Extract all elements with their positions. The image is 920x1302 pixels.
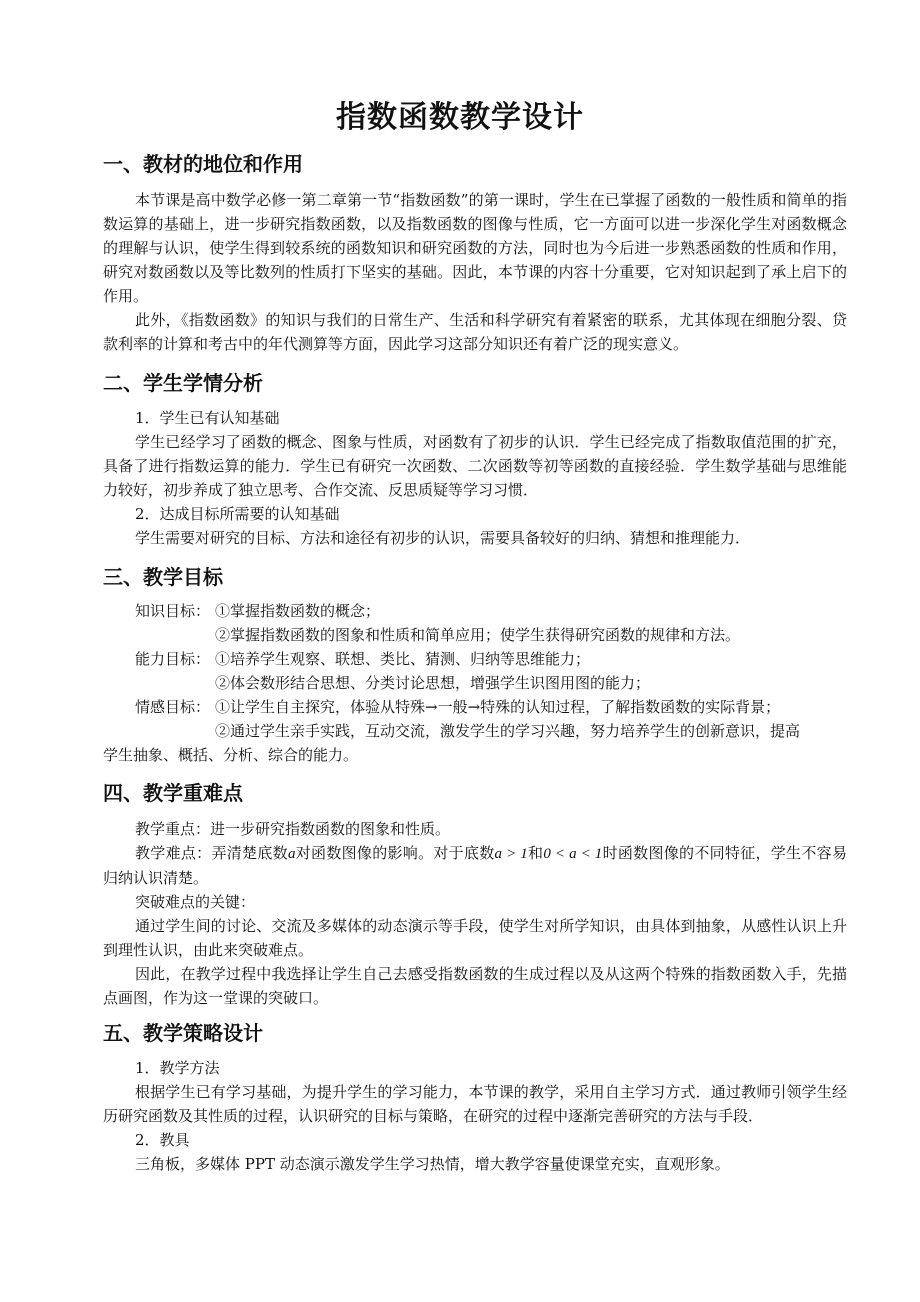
objective-item: ②体会数形结合思想、分类讨论思想，增强学生识图用图的能力；: [215, 674, 651, 692]
difficulty-point: 教学难点：弄清楚底数a对函数图像的影响。对于底数a > 1和0 < a < 1时函数图像的不同特征，学生不容易归纳认识清楚。: [103, 844, 847, 887]
paragraph: 因此，在教学过程中我选择让学生自己去感受指数函数的生成过程以及从这两个特殊的指数函数入手，先描点画图，作为这一堂课的突破口。: [103, 965, 847, 1007]
paragraph: 学生需要对研究的目标、方法和途径有初步的认识，需要具备较好的归纳、猜想和推理能力．: [135, 529, 751, 547]
objective-item-continued: 学生抽象、概括、分析、综合的能力。: [103, 746, 359, 764]
objective-item: ①掌握指数函数的概念；: [215, 602, 381, 620]
emotion-objectives: [103, 695, 847, 743]
section-key-difficulties-body: [103, 817, 847, 1010]
math-condition-a-between-0-1: 0 < a < 1: [543, 846, 603, 862]
section-heading-strategy: 五、教学策略设计: [103, 1021, 263, 1045]
paragraph: 通过学生间的讨论、交流及多媒体的动态演示等手段，使学生对所学知识，由具体到抽象，从感性认识上升到理性认识，由此来突破难点。: [103, 917, 847, 959]
emotion-label: 情感目标：: [135, 698, 211, 716]
section-heading-objectives: 三、教学目标: [103, 565, 223, 589]
subheading: 2．达成目标所需要的认知基础: [135, 505, 340, 523]
knowledge-label: 知识目标：: [135, 602, 211, 620]
section-heading-materials: 一、教材的地位和作用: [103, 152, 303, 176]
section-students-body: [103, 406, 847, 550]
knowledge-objectives: [103, 599, 847, 647]
paragraph: 学生已经学习了函数的概念、图象与性质，对函数有了初步的认识．学生已经完成了指数取值范围的扩充，具备了进行指数运算的能力．学生已有研究一次函数、二次函数等初等函数的直接经验．学生数学基础与思维能力较好，初步养成了独立思考、合作交流、反思质疑等学习习惯．: [103, 433, 847, 499]
section-materials-body: [103, 188, 847, 356]
subheading: 1．学生已有认知基础: [135, 409, 280, 427]
paragraph: 本节课是高中数学必修一第二章第一节“指数函数”的第一课时，学生在已掌握了函数的一般性质和简单的指数运算的基础上，进一步研究指数函数，以及指数函数的图像与性质，它一方面可以进一步深化学生对函数概念的理解与认识，使学生得到较系统的函数知识和研究函数的方法，同时也为今后进一步熟悉函数的性质和作用，研究对数函数以及等比数列的性质打下坚实的基础。因此，本节课的内容十分重要，它对知识起到了承上启下的作用。: [103, 191, 847, 305]
objective-item: ②掌握指数函数的图象和性质和简单应用；使学生获得研究函数的规律和方法。: [215, 626, 741, 644]
paragraph: 三角板，多媒体 PPT 动态演示激发学生学习热情，增大教学容量使课堂充实，直观形象。: [135, 1155, 730, 1173]
subheading: 1．教学方法: [135, 1059, 220, 1077]
ability-label: 能力目标：: [135, 650, 211, 668]
paragraph: 根据学生已有学习基础，为提升学生的学习能力，本节课的教学，采用自主学习方式．通过教师引领学生经历研究函数及其性质的过程，认识研究的目标与策略，在研究的过程中逐渐完善研究的方法与手段．: [103, 1083, 847, 1125]
document-title: 指数函数教学设计: [336, 100, 584, 135]
objective-item: ①让学生自主探究，体验从特殊→一般→特殊的认知过程，了解指数函数的实际背景；: [215, 698, 781, 716]
breakthrough-label: 突破难点的关键：: [135, 893, 256, 911]
section-objectives-body: [103, 599, 847, 767]
section-strategy-body: [103, 1056, 847, 1176]
paragraph: 此外，《指数函数》的知识与我们的日常生产、生活和科学研究有着紧密的联系，尤其体现在细胞分裂、贷款利率的计算和考古中的年代测算等方面，因此学习这部分知识还有着广泛的现实意义。: [103, 311, 847, 353]
subheading: 2．教具: [135, 1131, 190, 1149]
key-point: 教学重点：进一步研究指数函数的图象和性质。: [135, 820, 451, 838]
section-heading-students: 二、学生学情分析: [103, 371, 263, 395]
math-condition-a-gt-1: a > 1: [494, 846, 528, 862]
math-var-a: a: [287, 846, 296, 862]
section-heading-key-difficulties: 四、教学重难点: [103, 781, 243, 805]
objective-item: ②通过学生亲手实践，互动交流，激发学生的学习兴趣，努力培养学生的创新意识，提高: [215, 722, 801, 740]
objective-item: ①培养学生观察、联想、类比、猜测、归纳等思维能力；: [215, 650, 591, 668]
ability-objectives: [103, 647, 847, 695]
